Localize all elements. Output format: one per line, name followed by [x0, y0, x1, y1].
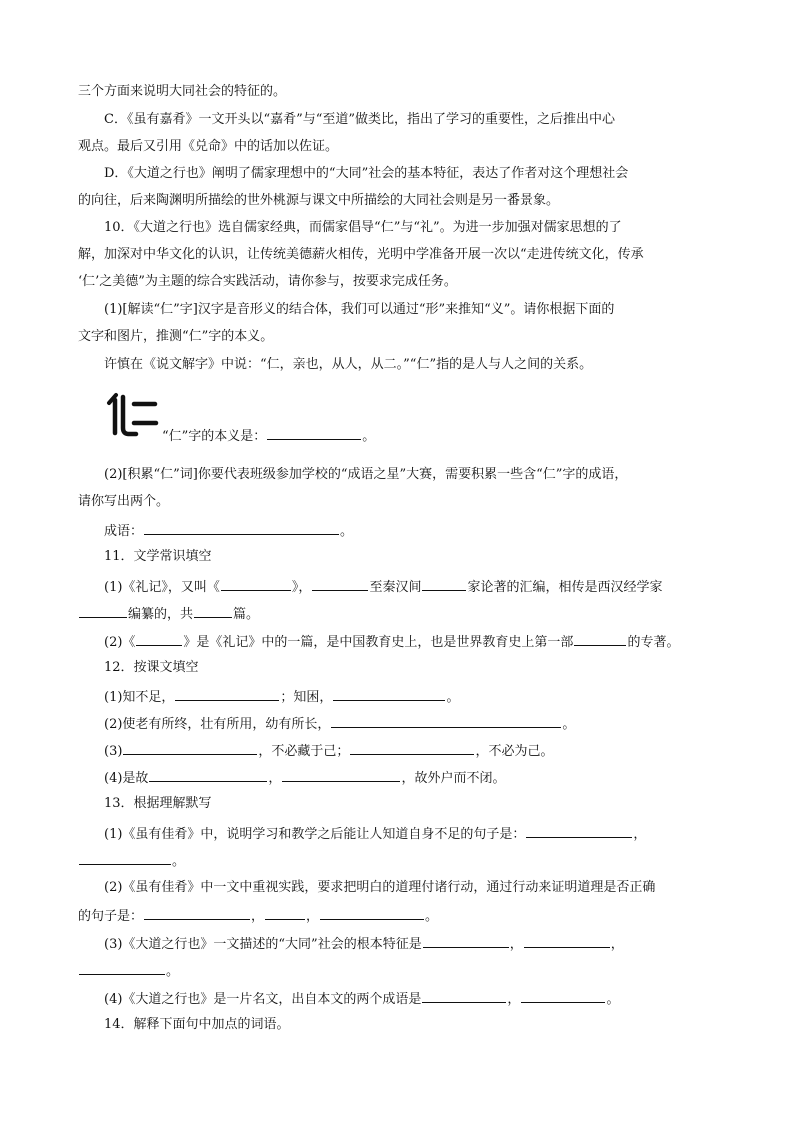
subquestion-1: (1)[解读“仁”字]汉字是音形义的结合体，我们可以通过“形”来推知“义”。请你根据下面的 — [104, 302, 615, 317]
answer-blank[interactable] — [524, 935, 610, 948]
answer-line — [78, 907, 438, 925]
prompt-text: (1)《礼记》，又叫《 — [104, 580, 220, 595]
answer-line — [104, 688, 459, 706]
prompt-text: ， — [507, 992, 521, 1007]
prompt-text: “仁”字的本义是： — [162, 429, 267, 444]
prompt-text: ， — [306, 909, 320, 924]
answer-line — [104, 769, 505, 787]
prompt-text: ， — [251, 909, 265, 924]
answer-blank[interactable] — [221, 578, 291, 591]
answer-line — [78, 852, 185, 870]
question-10: 10．《大道之行也》选自儒家经典，而儒家倡导“仁”与“礼”。为进一步加强对儒家思想的了 — [104, 220, 622, 235]
answer-line — [104, 578, 662, 596]
option-c: C．《虽有嘉肴》一文开头以“嘉肴”与“至道”做类比，指出了学习的重要性，之后推出中心 — [104, 112, 616, 127]
subquestion-2: (2)[积累“仁”词]你要代表班级参加学校的“成语之星”大赛，需要积累一些含“仁”字的成语， — [104, 467, 628, 482]
answer-blank[interactable] — [423, 935, 509, 948]
answer-blank[interactable] — [320, 907, 424, 920]
prompt-text: 。 — [562, 717, 576, 732]
prompt-text: 至秦汉间 — [369, 580, 422, 595]
shuowen-quote: 许慎在《说文解字》中说：“仁，亲也，从人，从二。”“仁”指的是人与人之间的关系。 — [104, 357, 593, 372]
answer-blank[interactable] — [350, 742, 474, 755]
answer-blank[interactable] — [194, 605, 232, 618]
text-line: 三个方面来说明大同社会的特征的。 — [78, 84, 287, 99]
answer-blank[interactable] — [574, 633, 626, 646]
question-13: 13．根据理解默写 — [104, 796, 212, 811]
prompt-text: 。 — [166, 964, 180, 979]
answer-blank[interactable] — [422, 990, 506, 1003]
answer-line — [78, 605, 259, 623]
prompt-text: 》， — [291, 580, 312, 595]
answer-blank[interactable] — [331, 715, 561, 728]
prompt-text: 。 — [606, 992, 620, 1007]
answer-blank[interactable] — [333, 688, 445, 701]
prompt-text: 的句子是： — [78, 909, 144, 924]
answer-line — [104, 742, 553, 760]
answer-blank[interactable] — [149, 769, 267, 782]
prompt-text: (3) — [104, 744, 123, 759]
answer-blank[interactable] — [282, 769, 400, 782]
prompt-text: 家论著的汇编，相传是西汉经学家 — [467, 580, 663, 595]
answer-line — [104, 715, 575, 733]
answer-line — [78, 962, 179, 980]
prompt-text: 》是《礼记》中的一篇，是中国教育史上，也是世界教育史上第一部 — [183, 635, 574, 650]
prompt-text: (2)使老有所终，壮有所用，幼有所长， — [104, 717, 331, 732]
prompt-text: (3)《大道之行也》一文描述的“大同”社会的根本特征是 — [104, 937, 422, 952]
answer-blank[interactable] — [136, 633, 182, 646]
prompt-text: ，不必藏于己； — [258, 744, 350, 759]
prompt-text: 。 — [172, 854, 186, 869]
text-line: 观点。最后又引用《兑命》中的话加以佐证。 — [78, 139, 339, 154]
punct: 。 — [362, 429, 376, 444]
answer-blank[interactable] — [144, 522, 339, 535]
prompt-text: (2)《 — [104, 635, 136, 650]
text-line: 的向往，后来陶渊明所描绘的世外桃源与课文中所描绘的大同社会则是另一番景象。 — [78, 193, 560, 208]
answer-blank[interactable] — [267, 427, 361, 440]
prompt-text: ；知困， — [280, 690, 333, 705]
text-line: ‘仁’之美德”为主题的综合实践活动，请你参与，按要求完成任务。 — [78, 274, 457, 289]
prompt-text: 。 — [446, 690, 460, 705]
prompt-text: (4)《大道之行也》是一片名文，出自本文的两个成语是 — [104, 992, 422, 1007]
question-12: 12．按课文填空 — [104, 660, 199, 675]
answer-line — [104, 522, 353, 540]
prompt-text: (1)《虽有佳肴》中，说明学习和教学之后能让人知道自身不足的句子是： — [104, 827, 526, 842]
text-line: 文字和图片，推测“仁”字的本义。 — [78, 329, 274, 344]
text-line: 请你写出两个。 — [78, 494, 170, 509]
answer-line — [104, 825, 646, 843]
prompt-text: (1)知不足， — [104, 690, 175, 705]
answer-blank[interactable] — [312, 578, 368, 591]
answer-blank[interactable] — [144, 907, 250, 920]
answer-blank[interactable] — [79, 962, 165, 975]
prompt-text: ，不必为己。 — [475, 744, 554, 759]
prompt-text: ， — [610, 937, 624, 952]
answer-blank[interactable] — [123, 742, 257, 755]
prompt-text: 篇。 — [233, 607, 260, 622]
answer-blank[interactable] — [422, 578, 466, 591]
prompt-text: (4)是故 — [104, 771, 149, 786]
prompt-text: ，故外户而不闭。 — [401, 771, 506, 786]
option-d: D．《大道之行也》阐明了儒家理想中的“大同”社会的基本特征，表达了作者对这个理想社会 — [104, 166, 629, 181]
text-line: (2)《虽有佳肴》中一文中重视实践，要求把明白的道理付诸行动，通过行动来证明道理是否正确 — [104, 880, 656, 895]
answer-line — [104, 990, 619, 1008]
answer-line — [104, 633, 679, 651]
answer-line — [162, 427, 375, 445]
prompt-text: ， — [509, 937, 523, 952]
prompt-text: 成语： — [104, 524, 144, 539]
text-line: 解，加深对中华文化的认识，让传统美德薪火相传，光明中学准备开展一次以“走进传统文化，传承 — [78, 247, 644, 262]
question-11: 11．文学常识填空 — [104, 549, 212, 564]
answer-blank[interactable] — [79, 852, 171, 865]
prompt-text: ， — [633, 827, 647, 842]
answer-blank[interactable] — [265, 907, 305, 920]
answer-blank[interactable] — [526, 825, 632, 838]
answer-blank[interactable] — [175, 688, 279, 701]
answer-blank[interactable] — [521, 990, 605, 1003]
prompt-text: 编纂的，共 — [128, 607, 194, 622]
answer-blank[interactable] — [79, 605, 127, 618]
prompt-text: ， — [268, 771, 282, 786]
punct: 。 — [340, 524, 354, 539]
answer-line — [104, 935, 624, 953]
seal-script-ren-icon — [106, 392, 160, 438]
question-14: 14．解释下面句中加点的词语。 — [104, 1017, 290, 1032]
prompt-text: 的专著。 — [627, 635, 680, 650]
prompt-text: 。 — [425, 909, 439, 924]
